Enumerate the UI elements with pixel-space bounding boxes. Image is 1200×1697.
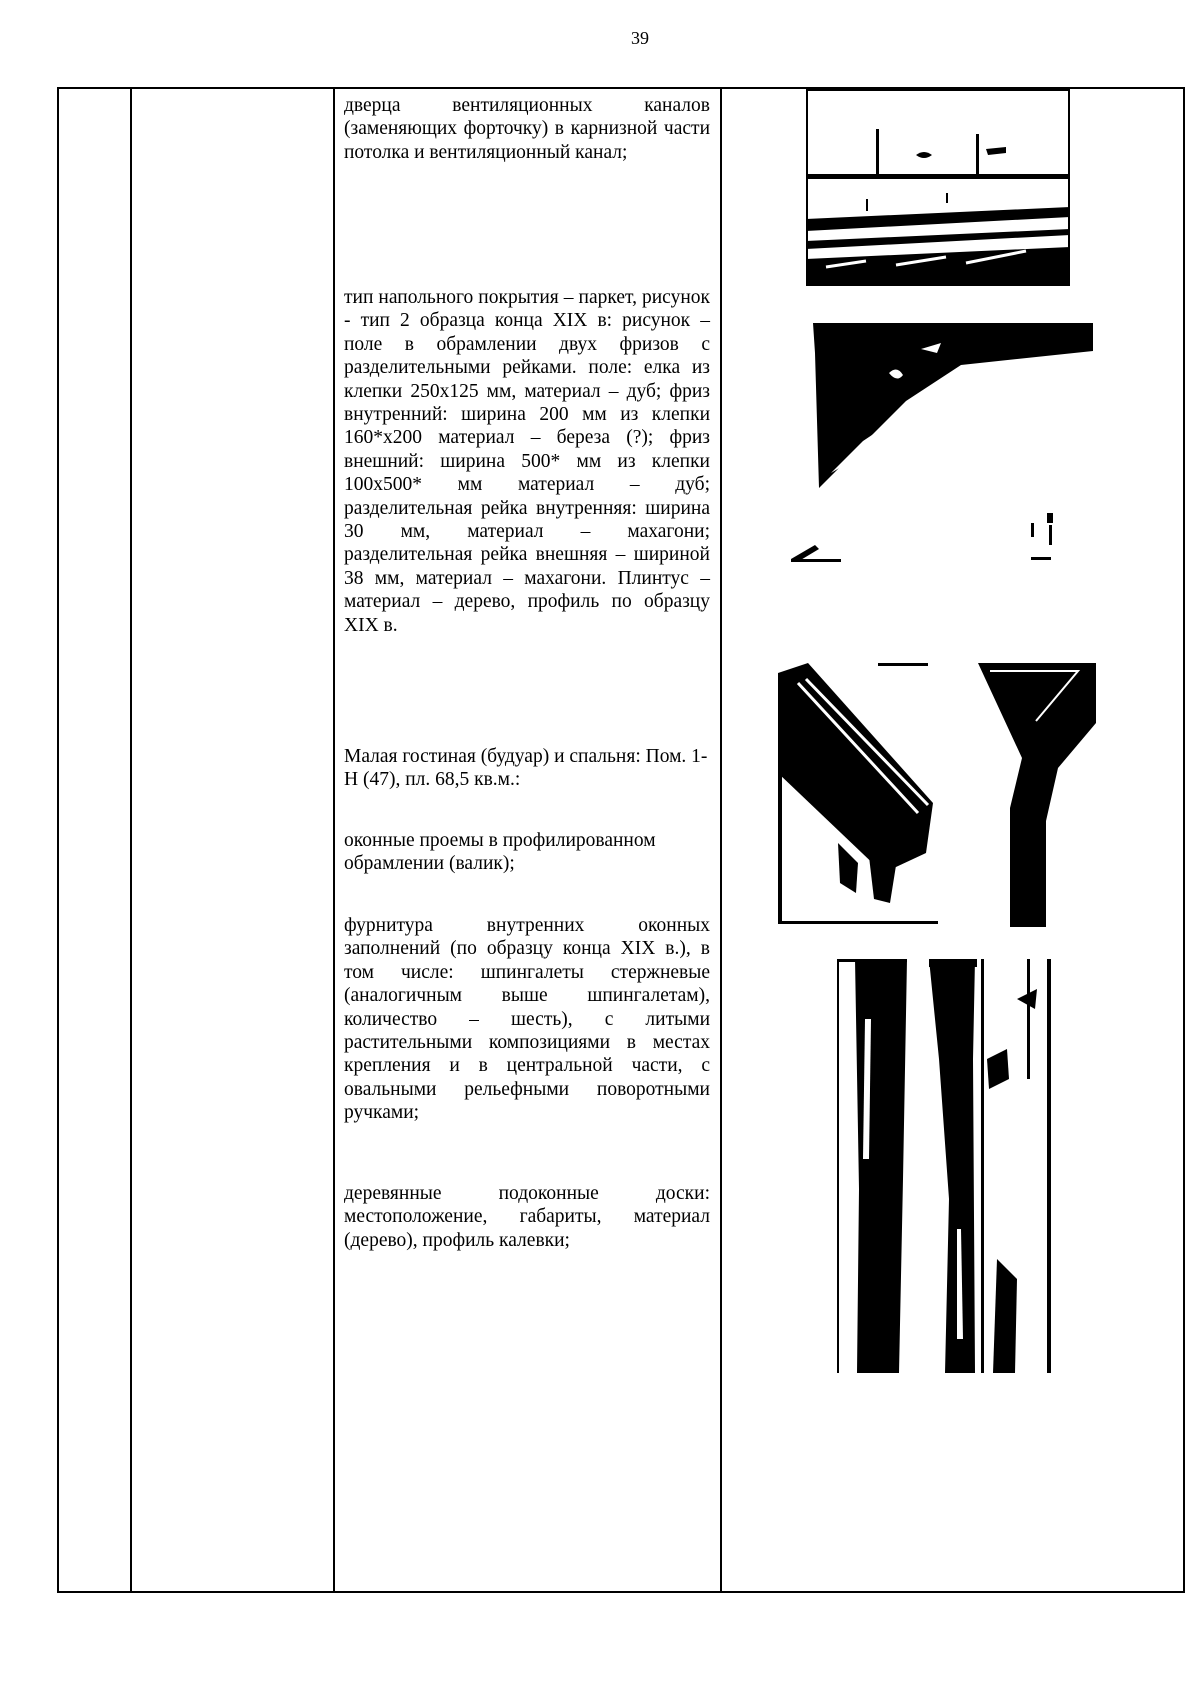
paragraph-window-hardware: фурнитура внутренних оконных заполнений (по образцу конца XIX в.), в том числе: шпингалеты стержневые (аналогичным выше шпингалетам), количество – шесть), с литыми растительными композициями в местах крепления и в центральной части, с овальными рельефными поворотными ручками; xyxy=(344,915,710,1124)
paragraph-ventilation: дверца вентиляционных каналов (заменяющих форточку) в карнизной части потолка и вентиляционный канал; xyxy=(344,95,710,163)
page-number: 39 xyxy=(631,28,649,48)
document-table xyxy=(57,87,1185,1593)
paragraph-window-openings: оконные проемы в профилированном обрамлении (валик); xyxy=(344,830,656,875)
column-divider-1 xyxy=(130,89,132,1591)
column-divider-3 xyxy=(720,89,722,1591)
parquet-floor-photo xyxy=(791,323,1093,565)
paragraph-parquet: тип напольного покрытия – паркет, рисунок - тип 2 образца конца XIX в: рисунок – поле в обрамлении двух фризов с разделительными рейками. поле: елка из клепки 250х125 мм, материал – дуб; фриз внутренний: ширина 200 мм из клепки 160*х200 материал – береза (?); фриз внешний: ширина 500* мм из клепки 100х500* мм материал – дуб; разделительная рейка внутренняя: ширина 30 мм, материал – махагони; разделительная рейка внешняя – шириной 38 мм, материал – махагони. Плинтус – материал – дерево, профиль по образцу XIX в. xyxy=(344,287,710,636)
window-latch-photo xyxy=(837,959,1051,1373)
column-divider-2 xyxy=(333,89,335,1591)
ventilation-door-photo xyxy=(806,89,1070,286)
window-frame-photo xyxy=(778,663,1096,927)
paragraph-window-sills: деревянные подоконные доски: местоположение, габариты, материал (дерево), профиль калевки; xyxy=(344,1183,710,1251)
paragraph-room-heading: Малая гостиная (будуар) и спальня: Пом. 1-Н (47), пл. 68,5 кв.м.: xyxy=(344,746,708,791)
